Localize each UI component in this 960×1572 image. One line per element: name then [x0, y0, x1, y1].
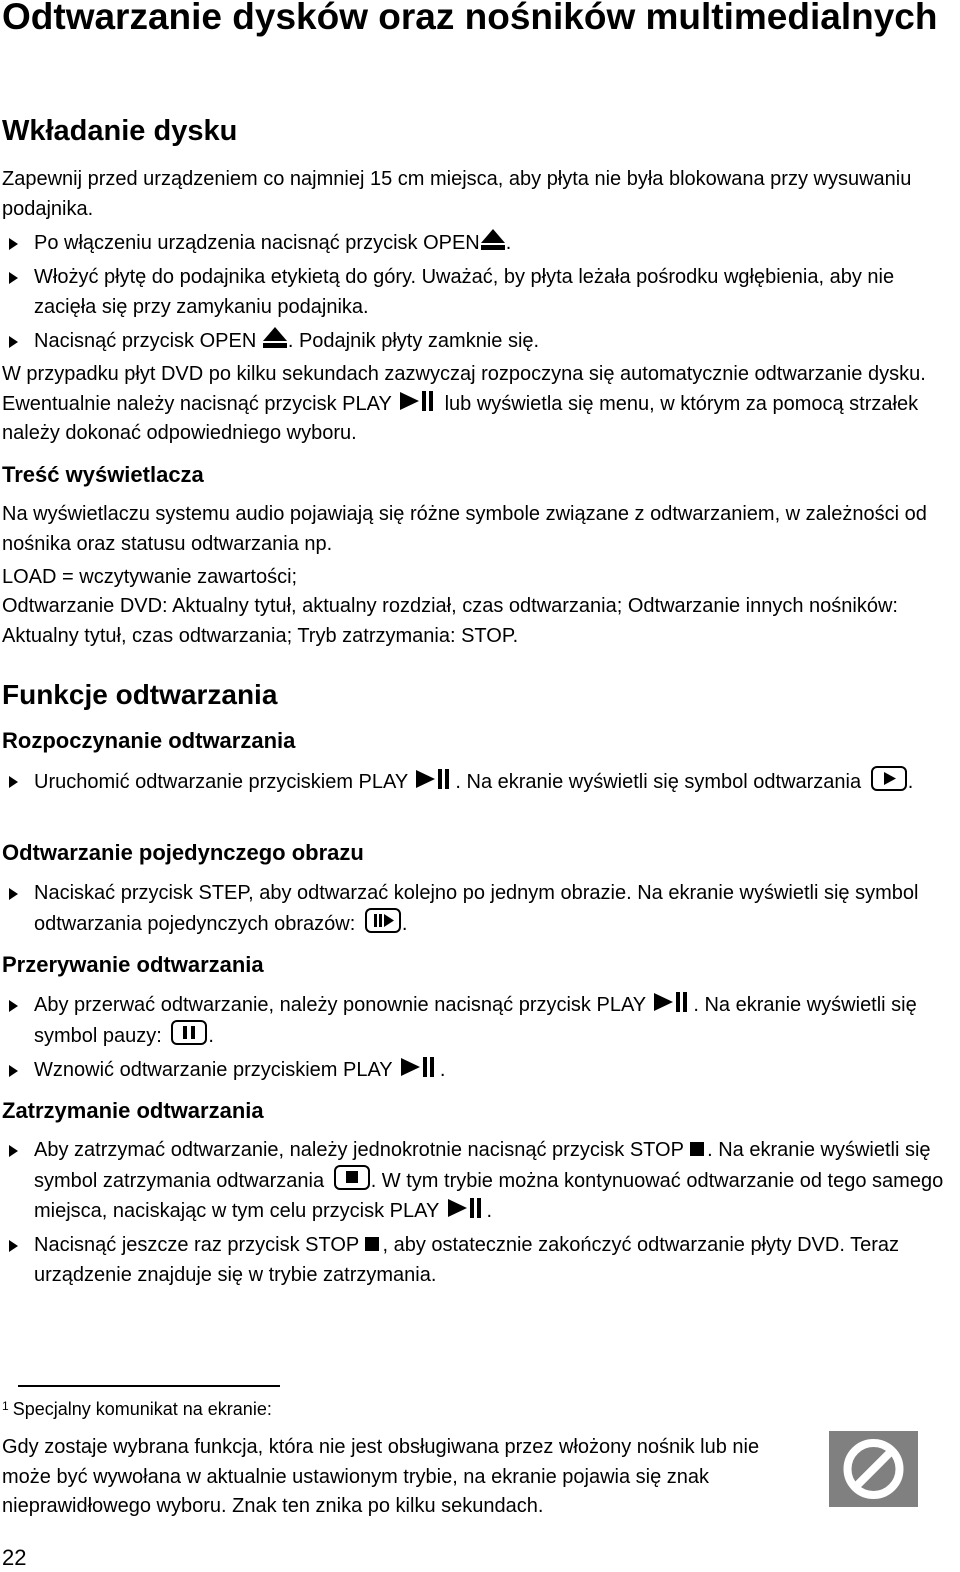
bullet-arrow-icon — [9, 1145, 18, 1157]
dvd-autoplay-note: W przypadku płyt DVD po kilku sekundach zazwyczaj rozpoczyna się automatycznie odtwarzanie dysku. Ewentualnie należy nacisnąć przycisk PLAY lub wyświetla się menu, w którym za pomocą strzałek należy dokonać odpowiedniego wyboru. — [2, 363, 926, 444]
bullet-resume: Wznowić odtwarzanie przyciskiem PLAY . — [2, 1055, 960, 1085]
bullet-power-on-open: Po włączeniu urządzenia nacisnąć przycisk OPEN . — [2, 228, 960, 258]
play-pause-icon — [400, 391, 438, 411]
play-pause-icon — [401, 1057, 439, 1077]
bullet-start-playback: Uruchomić odtwarzanie przyciskiem PLAY . Na ekranie wyświetli się symbol odtwarzania . — [2, 766, 960, 797]
bullet-arrow-icon — [9, 238, 18, 250]
subheading-stop-playback: Zatrzymanie odtwarzania — [2, 1098, 264, 1123]
page-title: Odtwarzanie dysków oraz nośników multimedialnych — [2, 0, 938, 37]
footnote-label: $^1$ Specjalny komunikat na ekranie: — [2, 1399, 272, 1419]
bullet-arrow-icon — [9, 888, 18, 900]
section-heading-display-content: Treść wyświetlacza — [2, 462, 204, 487]
intro-paragraph: Zapewnij przed urządzeniem co najmniej 15 cm miejsca, aby płyta nie była blokowana przy wysuwaniu podajnika. — [2, 168, 912, 220]
footnote-text: Gdy zostaje wybrana funkcja, która nie jest obsługiwana przez włożony nośnik lub nie może być wywołana w aktualnie ustawionym trybie, na ekranie pojawia się znak nieprawidłowego wyboru. Znak ten znika po kilku sekundach. — [2, 1436, 760, 1517]
bullet-arrow-icon — [9, 776, 18, 788]
play-pause-icon — [654, 992, 692, 1012]
display-paragraph: Na wyświetlaczu systemu audio pojawiają się różne symbole związane z odtwarzaniem, w zależności od nośnika oraz statusu odtwarzania np. — [2, 503, 927, 555]
pause-symbol-icon — [171, 1020, 207, 1045]
bullet-arrow-icon — [9, 336, 18, 348]
page-number: 22 — [2, 1545, 27, 1570]
play-symbol-icon — [871, 766, 907, 791]
prohibited-icon — [829, 1431, 918, 1507]
stop-symbol-icon — [334, 1165, 370, 1190]
stop-icon — [690, 1142, 704, 1156]
bullet-pause: Aby przerwać odtwarzanie, należy ponownie nacisnąć przycisk PLAY . Na ekranie wyświetli się symbol pauzy: . — [2, 990, 960, 1051]
stop-icon — [365, 1237, 379, 1251]
subheading-start-playback: Rozpoczynanie odtwarzania — [2, 728, 296, 753]
footnote-divider — [18, 1385, 280, 1387]
bullet-arrow-icon — [9, 1065, 18, 1077]
bullet-arrow-icon — [9, 1000, 18, 1012]
eject-icon — [263, 327, 287, 348]
play-pause-icon — [448, 1198, 486, 1218]
bullet-stop-twice: Nacisnąć jeszcze raz przycisk STOP , aby ostatecznie zakończyć odtwarzanie płyty DVD. Teraz urządzenie znajduje się w trybie zatrzymania. — [2, 1230, 960, 1290]
subheading-pause-playback: Przerywanie odtwarzania — [2, 952, 264, 977]
play-pause-icon — [416, 769, 454, 789]
section-heading-playback-functions: Funkcje odtwarzania — [2, 679, 278, 710]
bullet-arrow-icon — [9, 272, 18, 284]
step-symbol-icon — [365, 908, 401, 933]
bullet-stop-once: Aby zatrzymać odtwarzanie, należy jednokrotnie nacisnąć przycisk STOP . Na ekranie wyświetli się symbol zatrzymania odtwarzania . W tym trybie można kontynuować odtwarzanie od tego samego miejsca, naciskając w tym celu przycisk PLAY . — [2, 1135, 960, 1226]
playback-status-paragraph: Odtwarzanie DVD: Aktualny tytuł, aktualny rozdział, czas odtwarzania; Odtwarzanie innych nośników: Aktualny tytuł, czas odtwarzania; Tryb zatrzymania: STOP. — [2, 595, 898, 647]
subheading-single-frame: Odtwarzanie pojedynczego obrazu — [2, 840, 364, 865]
bullet-close-tray: Nacisnąć przycisk OPEN . Podajnik płyty zamknie się. — [2, 326, 960, 356]
eject-icon — [481, 229, 505, 250]
load-paragraph: LOAD = wczytywanie zawartości; — [2, 566, 298, 588]
bullet-step-playback: Naciskać przycisk STEP, aby odtwarzać kolejno po jednym obrazie. Na ekranie wyświetli się symbol odtwarzania pojedynczych obrazów: . — [2, 878, 960, 939]
bullet-arrow-icon — [9, 1240, 18, 1252]
section-heading-inserting-disc: Wkładanie dysku — [2, 115, 238, 147]
bullet-insert-disc: Włożyć płytę do podajnika etykietą do góry. Uważać, by płyta leżała pośrodku wgłębienia, aby nie zacięła się przy zamykaniu podajnika. — [2, 262, 960, 322]
footnote-marker: 1 — [2, 1399, 9, 1413]
